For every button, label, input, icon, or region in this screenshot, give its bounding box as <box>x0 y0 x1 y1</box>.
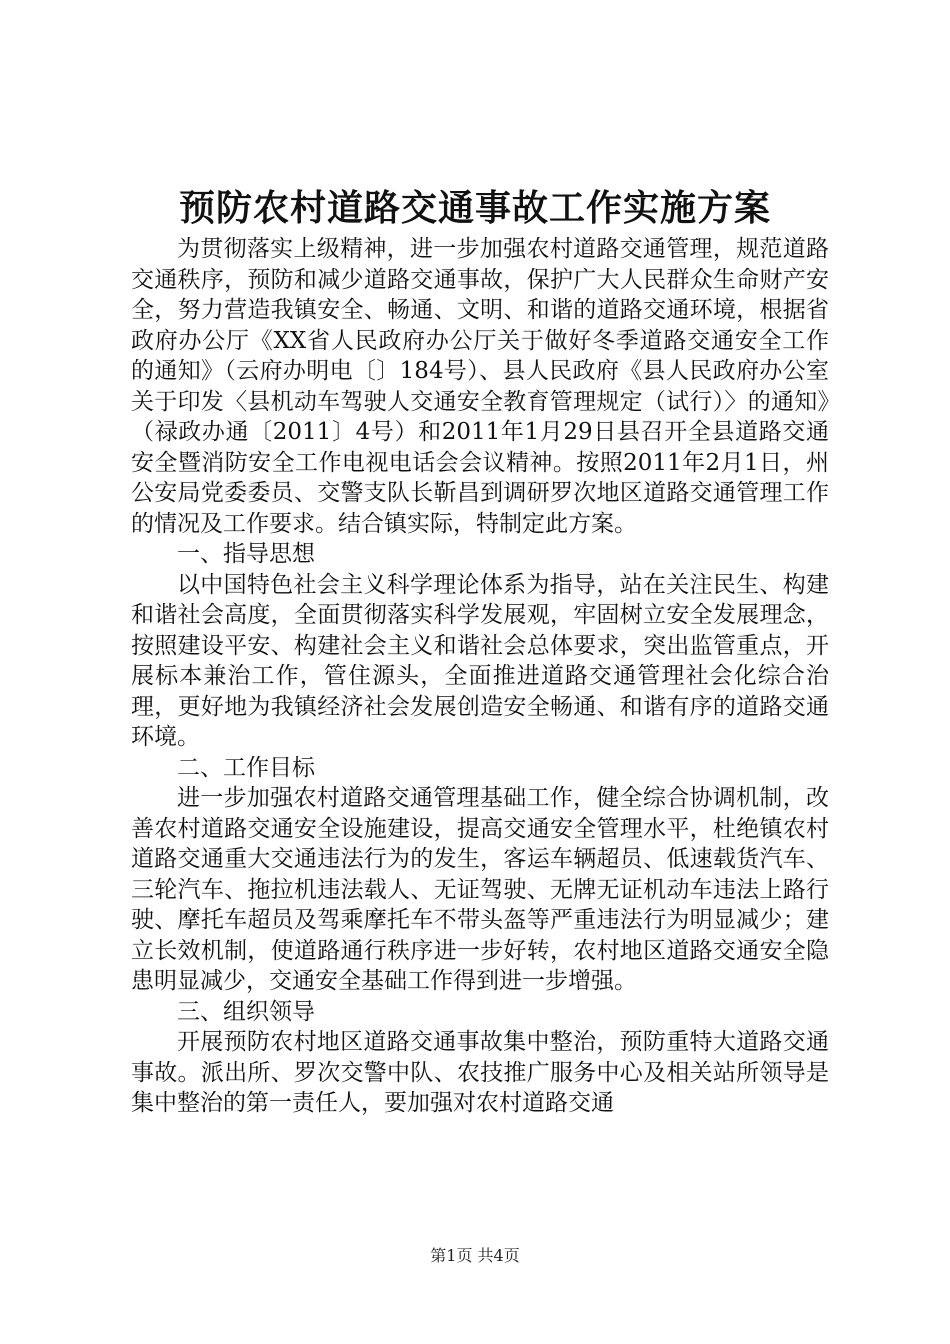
section-text-guiding-ideology: 以中国特色社会主义科学理论体系为指导，站在关注民生、构建和谐社会高度，全面贯彻落实科学发展观，牢固树立安全发展理念，按照建设平安、构建社会主义和谐社会总体要求，突出监管重点，开展标本兼治工作，管住源头，全面推进道路交通管理社会化综合治理，更好地为我镇经济社会发展创造安全畅通、和谐有序的道路交通环境。 <box>131 571 829 750</box>
document-title: 预防农村道路交通事故工作实施方案 <box>178 187 771 229</box>
page-number-footer: 第1页 共4页 <box>430 1246 520 1265</box>
section-heading-organization: 三、组织领导 <box>177 998 315 1025</box>
intro-paragraph: 为贯彻落实上级精神，进一步加强农村道路交通管理，规范道路交通秩序，预防和减少道路交通事故，保护广大人民群众生命财产安全，努力营造我镇安全、畅通、文明、和谐的道路交通环境，根据省政府办公厅《XX省人民政府办公厅关于做好冬季道路交通安全工作的通知》（云府办明电〔〕184号）、县人民政府《县人民政府办公室关于印发〈县机动车驾驶人交通安全教育管理规定（试行）〉的通知》（禄政办通〔2011〕4号）和2011年1月29日县召开全县道路交通安全暨消防安全工作电视电话会会议精神。按照2011年2月1日，州公安局党委委员、交警支队长靳昌到调研罗次地区道路交通管理工作的情况及工作要求。结合镇实际，特制定此方案。 <box>131 236 829 537</box>
section-text-work-goals: 进一步加强农村道路交通管理基础工作，健全综合协调机制，改善农村道路交通安全设施建设，提高交通安全管理水平，杜绝镇农村道路交通重大交通违法行为的发生，客运车辆超员、低速载货汽车、三轮汽车、拖拉机违法载人、无证驾驶、无牌无证机动车违法上路行驶、摩托车超员及驾乘摩托车不带头盔等严重违法行为明显减少；建立长效机制，使道路通行秩序进一步好转，农村地区道路交通安全隐患明显减少，交通安全基础工作得到进一步增强。 <box>131 785 829 994</box>
document-body <box>131 234 829 1119</box>
section-heading-work-goals: 二、工作目标 <box>177 754 315 781</box>
section-text-organization: 开展预防农村地区道路交通事故集中整治，预防重特大道路交通事故。派出所、罗次交警中队、农技推广服务中心及相关站所领导是集中整治的第一责任人，要加强对农村道路交通 <box>131 1029 829 1116</box>
section-heading-guiding-ideology: 一、指导思想 <box>177 541 315 567</box>
